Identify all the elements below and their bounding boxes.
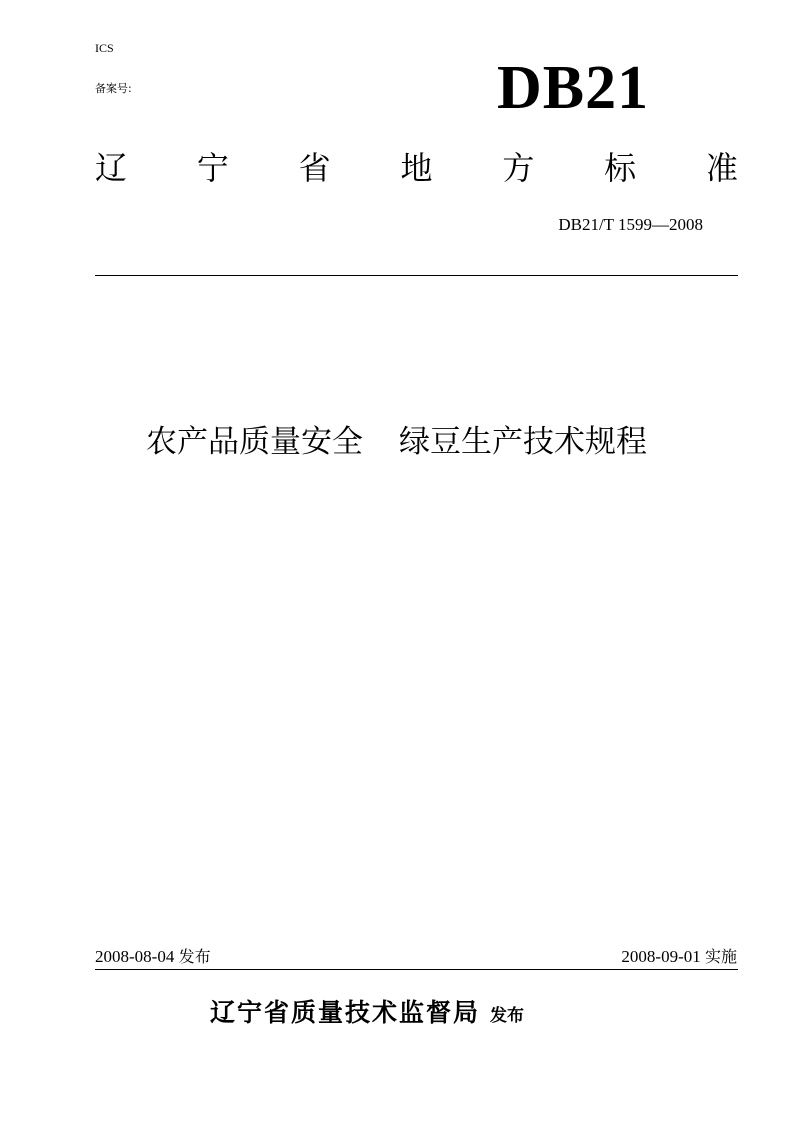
implementation-date-line — [621, 946, 737, 968]
record-number-label: 备案号: — [95, 82, 132, 95]
issue-label: 发布 — [178, 947, 211, 966]
issuing-authority — [210, 996, 524, 1033]
standard-type-char: 准 — [705, 149, 738, 187]
implementation-label: 实施 — [704, 947, 737, 966]
document-title — [0, 422, 793, 462]
bottom-divider — [95, 969, 738, 970]
ics-label: ICS — [95, 41, 114, 55]
standard-type-char: 方 — [502, 149, 535, 187]
title-part-1: 农产品质量安全 — [146, 424, 363, 460]
implementation-date: 2008-09-01 — [621, 947, 701, 966]
standard-number: DB21/T 1599—2008 — [558, 215, 703, 234]
db-code: DB21 — [497, 54, 650, 122]
issue-date-line — [95, 946, 211, 968]
standard-type-char: 辽 — [95, 149, 128, 187]
top-divider — [95, 275, 738, 276]
standard-type-char: 宁 — [196, 149, 229, 187]
standard-type-char: 标 — [604, 149, 637, 187]
issuer-name: 辽宁省质量技术监督局 — [210, 998, 481, 1027]
standard-type-char: 地 — [400, 149, 433, 187]
title-part-2: 绿豆生产技术规程 — [399, 424, 647, 460]
issuer-suffix: 发布 — [490, 1006, 525, 1026]
issue-date: 2008-08-04 — [95, 947, 175, 966]
standard-type-heading — [95, 148, 738, 188]
standard-type-char: 省 — [298, 149, 331, 187]
